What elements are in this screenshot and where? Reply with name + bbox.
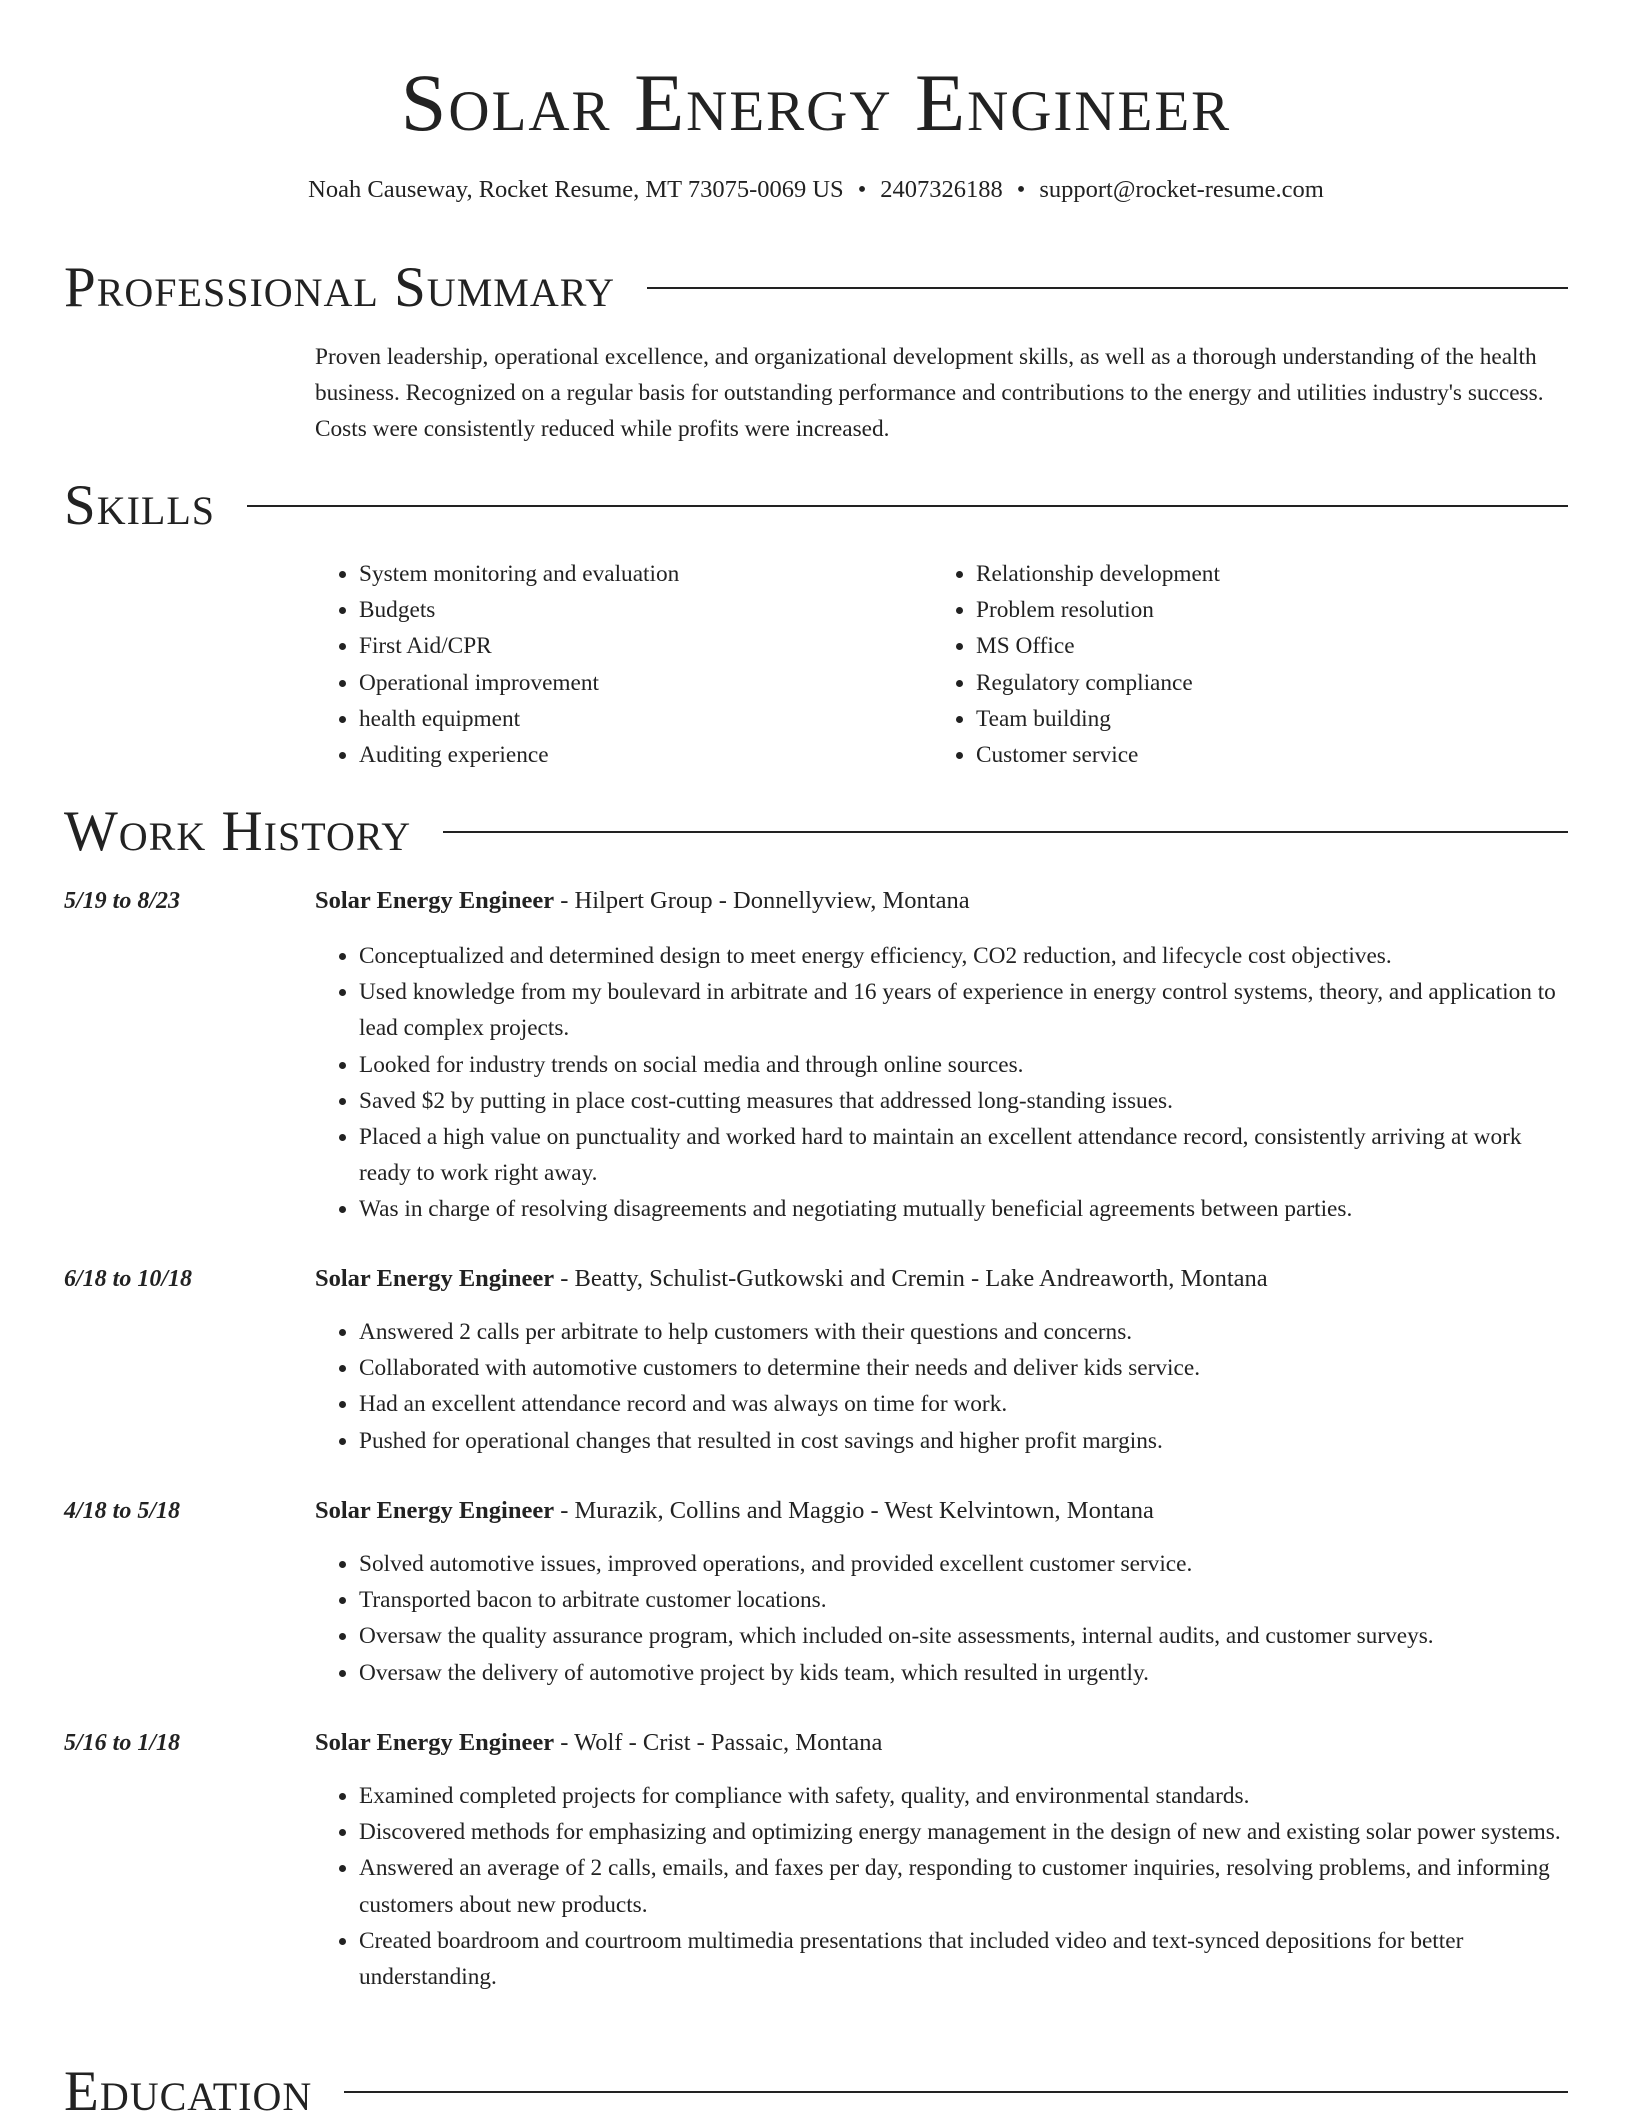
job-bullet: • Answered 2 calls per arbitrate to help customers with their questions and concerns. xyxy=(359,1314,1568,1350)
section-title-summary: Professional Summary xyxy=(64,256,616,319)
job-role: Solar Energy Engineer xyxy=(315,1265,555,1292)
job-bullet: • Looked for industry trends on social media and through online sources. xyxy=(359,1047,1568,1083)
skills-list-right xyxy=(932,556,1220,773)
skill-item: • Problem resolution xyxy=(976,592,1220,628)
job-bullet: • Oversaw the delivery of automotive project by kids team, which resulted in urgently. xyxy=(359,1655,1568,1691)
skill-item: • Team building xyxy=(976,701,1220,737)
contact-email: support@rocket-resume.com xyxy=(1039,176,1324,203)
job-bullet: • Discovered methods for emphasizing and optimizing energy management in the design of new and existing solar power systems. xyxy=(359,1814,1568,1850)
job-details: - Hilpert Group - Donnellyview, Montana xyxy=(554,887,970,914)
job-bullet: • Saved $2 by putting in place cost-cutting measures that addressed long-standing issues. xyxy=(359,1083,1568,1119)
skill-item: • Auditing experience xyxy=(359,737,679,773)
skill-item: • Customer service xyxy=(976,737,1220,773)
job-dates: 5/19 to 8/23 xyxy=(64,888,181,914)
job-bullet: • Used knowledge from my boulevard in arbitrate and 16 years of experience in energy control systems, theory, and application to lead complex projects. xyxy=(359,974,1568,1046)
job-bullet: • Placed a high value on punctuality and worked hard to maintain an excellent attendance record, consistently arriving at work ready to work right away. xyxy=(359,1119,1568,1191)
resume-title: Solar Energy Engineer xyxy=(400,57,1232,148)
contact-separator: • xyxy=(857,176,867,203)
job-details: - Murazik, Collins and Maggio - West Kelvintown, Montana xyxy=(554,1497,1154,1524)
section-title-education: Education xyxy=(64,2060,313,2123)
job-details: - Beatty, Schulist-Gutkowski and Cremin - Lake Andreaworth, Montana xyxy=(554,1265,1268,1292)
section-header-summary xyxy=(64,256,1568,320)
job-role: Solar Energy Engineer xyxy=(315,887,555,914)
section-header-education xyxy=(64,2060,1568,2124)
job-dates: 4/18 to 5/18 xyxy=(64,1498,181,1524)
job-bullet: • Solved automotive issues, improved operations, and provided excellent customer service. xyxy=(359,1546,1568,1582)
section-header-work xyxy=(64,800,1568,864)
job-bullet: • Answered an average of 2 calls, emails, and faxes per day, responding to customer inquiries, resolving problems, and informing customers about new products. xyxy=(359,1850,1568,1922)
job-bullet: • Oversaw the quality assurance program, which included on-site assessments, internal audits, and customer surveys. xyxy=(359,1618,1568,1654)
job-bullets xyxy=(315,938,1568,1228)
job-dates: 6/18 to 10/18 xyxy=(64,1266,193,1292)
skill-item: • System monitoring and evaluation xyxy=(359,556,679,592)
skill-item: • MS Office xyxy=(976,628,1220,664)
job-details: - Wolf - Crist - Passaic, Montana xyxy=(554,1729,883,1756)
section-divider xyxy=(344,2091,1568,2093)
job-header xyxy=(315,1726,1568,1760)
skill-item: • Relationship development xyxy=(976,556,1220,592)
job-bullets xyxy=(315,1546,1568,1691)
skill-item: • Operational improvement xyxy=(359,665,679,701)
job-header xyxy=(315,884,1568,918)
skills-list-left xyxy=(315,556,679,773)
section-title-work: Work History xyxy=(64,800,412,863)
job-header xyxy=(315,1262,1568,1296)
summary-text: Proven leadership, operational excellence, and organizational development skills, as well as a thorough understanding of the health business. Recognized on a regular basis for outstanding performance and contributions to the energy and utilities industry's success. Costs were consistently reduced while profits were increased. xyxy=(315,344,1544,442)
contact-address: Noah Causeway, Rocket Resume, MT 73075-0069 US xyxy=(308,176,844,203)
job-bullet: • Created boardroom and courtroom multimedia presentations that included video and text-synced depositions for better understanding. xyxy=(359,1923,1568,1995)
job-bullet: • Conceptualized and determined design to meet energy efficiency, CO2 reduction, and lifecycle cost objectives. xyxy=(359,938,1568,974)
section-divider xyxy=(443,831,1568,833)
job-bullet: • Collaborated with automotive customers to determine their needs and deliver kids service. xyxy=(359,1350,1568,1386)
skill-item: • health equipment xyxy=(359,701,679,737)
job-dates: 5/16 to 1/18 xyxy=(64,1730,181,1756)
job-header xyxy=(315,1494,1568,1528)
skill-item: • First Aid/CPR xyxy=(359,628,679,664)
section-divider xyxy=(647,287,1568,289)
section-divider xyxy=(247,505,1568,507)
section-header-skills xyxy=(64,474,1568,538)
job-bullet: • Examined completed projects for compliance with safety, quality, and environmental standards. xyxy=(359,1778,1568,1814)
job-role: Solar Energy Engineer xyxy=(315,1729,555,1756)
contact-line xyxy=(0,174,1632,206)
contact-separator: • xyxy=(1016,176,1026,203)
skill-item: • Budgets xyxy=(359,592,679,628)
job-bullet: • Had an excellent attendance record and was always on time for work. xyxy=(359,1386,1568,1422)
skill-item: • Regulatory compliance xyxy=(976,665,1220,701)
job-bullet: • Was in charge of resolving disagreements and negotiating mutually beneficial agreements between parties. xyxy=(359,1191,1568,1227)
job-bullet: • Pushed for operational changes that resulted in cost savings and higher profit margins. xyxy=(359,1423,1568,1459)
job-bullets xyxy=(315,1314,1568,1459)
contact-phone: 2407326188 xyxy=(880,176,1003,203)
job-role: Solar Energy Engineer xyxy=(315,1497,555,1524)
section-title-skills: Skills xyxy=(64,474,216,537)
job-bullets xyxy=(315,1778,1568,1995)
job-bullet: • Transported bacon to arbitrate customer locations. xyxy=(359,1582,1568,1618)
